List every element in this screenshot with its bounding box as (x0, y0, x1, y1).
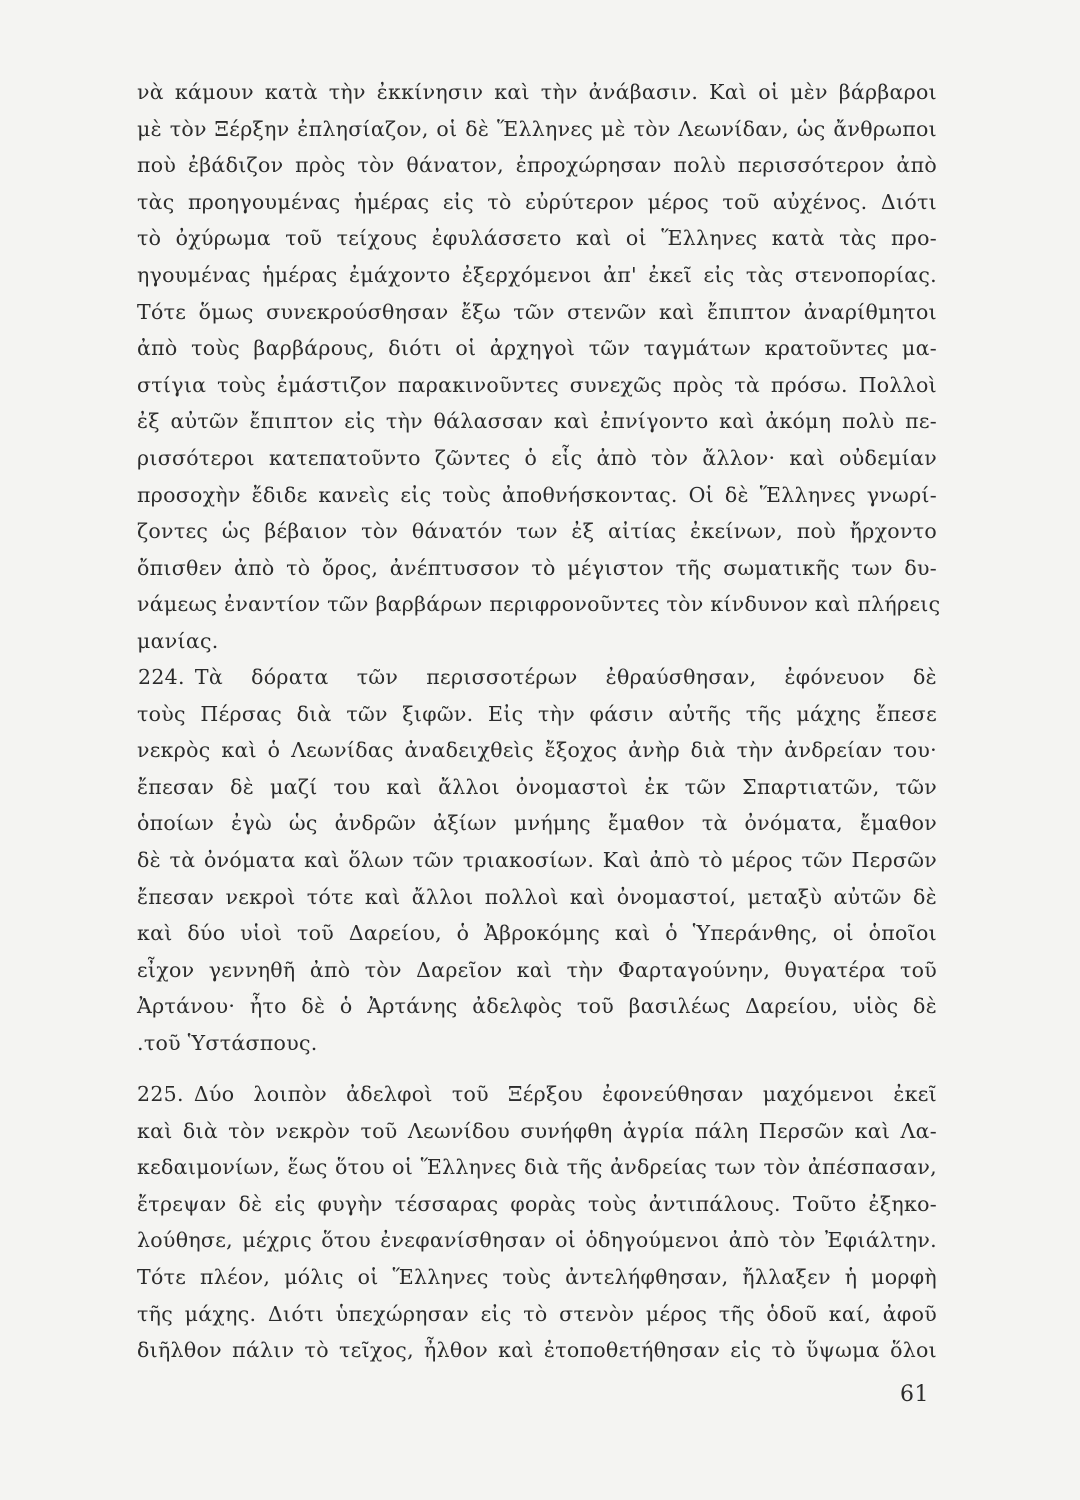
text-line: ποὺ ἐβάδιζον πρὸς τὸν θάνατον, ἐπροχώρησαν πολὺ περισσότερον ἀπὸ (137, 153, 937, 178)
text-line: νεκρὸς καὶ ὁ Λεωνίδας ἀναδειχθεὶς ἔξοχος ἀνὴρ διὰ τὴν ἀνδρείαν του· (137, 738, 937, 763)
section-224 (137, 659, 937, 1062)
text-line: ἔπεσαν νεκροὶ τότε καὶ ἄλλοι πολλοὶ καὶ ὀνομαστοί, μεταξὺ αὐτῶν δὲ (137, 884, 937, 909)
text-line: ὁποίων ἐγὼ ὡς ἀνδρῶν ἀξίων μνήμης ἔμαθον τὰ ὀνόματα, ἔμαθον (137, 811, 937, 836)
text-line: μὲ τὸν Ξέρξην ἐπλησίαζον, οἱ δὲ Ἕλληνες μὲ τὸν Λεωνίδαν, ὡς ἄνθρωποι (137, 116, 937, 141)
section-opening-text: Δύο λοιπὸν ἀδελφοὶ τοῦ Ξέρξου ἐφονεύθησαν μαχόμενοι ἐκεῖ (193, 1082, 937, 1106)
page-number: 61 (900, 1382, 929, 1407)
text-line: μανίας. (137, 628, 219, 653)
section-number: 224. (138, 665, 185, 689)
text-line: εἶχον γεννηθῆ ἀπὸ τὸν Δαρεῖον καὶ τὴν Φαρταγούνην, θυγατέρα τοῦ (137, 957, 937, 982)
text-line: ρισσότεροι κατεπατοῦντο ζῶντες ὁ εἷς ἀπὸ τὸν ἄλλον· καὶ οὐδεμίαν (137, 445, 937, 470)
text-line: νάμεως ἐναντίον τῶν βαρβάρων περιφρονοῦντες τὸν κίνδυνον καὶ πλήρεις (137, 592, 941, 617)
section-225 (137, 1076, 937, 1369)
paragraph-continued (137, 74, 941, 660)
section-first-line (137, 1076, 937, 1113)
text-line: Τότε πλέον, μόλις οἱ Ἕλληνες τοὺς ἀντελήφθησαν, ἤλλαξεν ἡ μορφὴ (137, 1264, 937, 1289)
text-line: τοὺς Πέρσας διὰ τῶν ξιφῶν. Εἰς τὴν φάσιν αὐτῆς τῆς μάχης ἔπεσε (137, 701, 937, 726)
text-line: ἀπὸ τοὺς βαρβάρους, διότι οἱ ἀρχηγοὶ τῶν ταγμάτων κρατοῦντες μα- (137, 336, 937, 361)
text-line: προσοχὴν ἔδιδε κανεὶς εἰς τοὺς ἀποθνήσκοντας. Οἱ δὲ Ἕλληνες γνωρί- (137, 482, 937, 507)
text-line: νὰ κάμουν κατὰ τὴν ἐκκίνησιν καὶ τὴν ἀνάβασιν. Καὶ οἱ μὲν βάρβαροι (137, 80, 937, 104)
text-line: δὲ τὰ ὀνόματα καὶ ὅλων τῶν τριακοσίων. Καὶ ἀπὸ τὸ μέρος τῶν Περσῶν (137, 847, 937, 872)
text-line: κεδαιμονίων, ἕως ὅτου οἱ Ἕλληνες διὰ τῆς ἀνδρείας των τὸν ἀπέσπασαν, (137, 1155, 937, 1180)
text-line: ὄπισθεν ἀπὸ τὸ ὄρος, ἀνέπτυσσον τὸ μέγιστον τῆς σωματικῆς των δυ- (137, 555, 937, 580)
text-line: λούθησε, μέχρις ὅτου ἐνεφανίσθησαν οἱ ὁδηγούμενοι ἀπὸ τὸν Ἐφιάλτην. (137, 1228, 937, 1253)
text-line: τὰς προηγουμένας ἡμέρας εἰς τὸ εὐρύτερον μέρος τοῦ αὐχένος. Διότι (137, 189, 937, 214)
section-opening-text: Τὰ δόρατα τῶν περισσοτέρων ἐθραύσθησαν, ἐφόνευον δὲ (194, 665, 937, 689)
text-line: τὸ ὀχύρωμα τοῦ τείχους ἐφυλάσσετο καὶ οἱ Ἕλληνες κατὰ τὰς προ- (137, 226, 937, 251)
text-line: διῆλθον πάλιν τὸ τεῖχος, ἦλθον καὶ ἐτοποθετήθησαν εἰς τὸ ὕψωμα ὅλοι (137, 1338, 937, 1363)
text-line: στίγια τοὺς ἐμάστιζον παρακινοῦντες συνεχῶς πρὸς τὰ πρόσω. Πολλοὶ (137, 372, 937, 397)
text-line: ἔπεσαν δὲ μαζί του καὶ ἄλλοι ὀνομαστοὶ ἐκ τῶν Σπαρτιατῶν, τῶν (137, 774, 937, 799)
section-first-line (137, 659, 937, 696)
text-line: ἐξ αὐτῶν ἔπιπτον εἰς τὴν θάλασσαν καὶ ἐπνίγοντο καὶ ἀκόμη πολὺ πε- (137, 409, 937, 434)
text-line: ἔτρεψαν δὲ εἰς φυγὴν τέσσαρας φορὰς τοὺς ἀντιπάλους. Τοῦτο ἐξηκο- (137, 1191, 937, 1216)
text-line: καὶ διὰ τὸν νεκρὸν τοῦ Λεωνίδου συνήφθη ἀγρία πάλη Περσῶν καὶ Λα- (137, 1118, 937, 1143)
section-number: 225. (137, 1082, 184, 1106)
text-line: ηγουμένας ἡμέρας ἐμάχοντο ἐξερχόμενοι ἀπ' ἐκεῖ εἰς τὰς στενοπορίας. (137, 262, 937, 287)
text-line: .τοῦ Ὑστάσπους. (137, 1030, 318, 1055)
text-line: Ἀρτάνου· ἦτο δὲ ὁ Ἀρτάνης ἀδελφὸς τοῦ βασιλέως Δαρείου, υἱὸς δὲ (137, 994, 937, 1019)
text-line: ζοντες ὡς βέβαιον τὸν θάνατόν των ἐξ αἰτίας ἐκείνων, ποὺ ἤρχοντο (137, 519, 937, 544)
text-line: Τότε ὅμως συνεκρούσθησαν ἔξω τῶν στενῶν καὶ ἔπιπτον ἀναρίθμητοι (137, 299, 937, 324)
text-line: καὶ δύο υἱοὶ τοῦ Δαρείου, ὁ Ἀβροκόμης καὶ ὁ Ὑπεράνθης, οἱ ὁποῖοι (137, 921, 937, 946)
text-line: τῆς μάχης. Διότι ὑπεχώρησαν εἰς τὸ στενὸν μέρος τῆς ὁδοῦ καί, ἀφοῦ (137, 1301, 937, 1326)
